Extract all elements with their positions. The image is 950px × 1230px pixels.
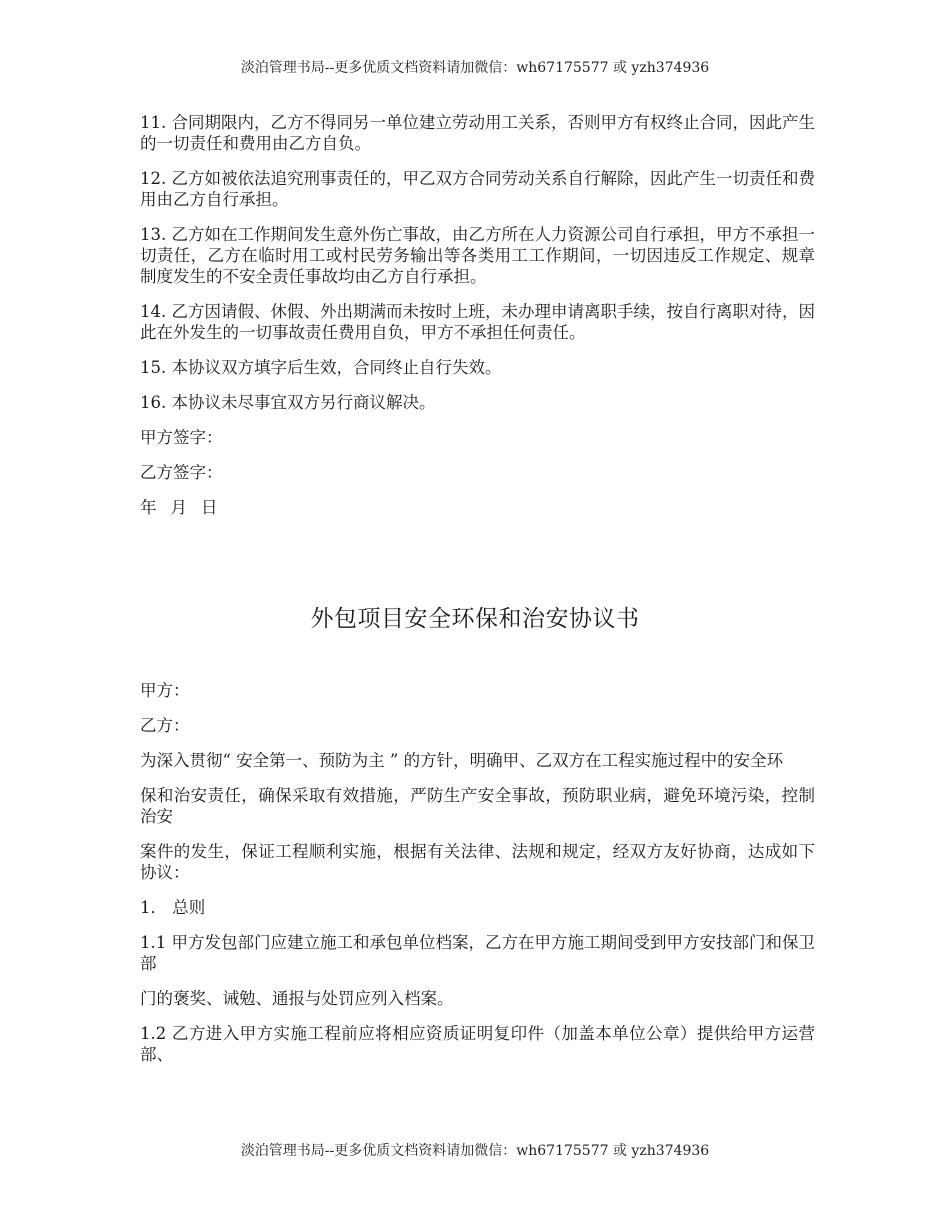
clause-13: 13. 乙方如在工作期间发生意外伤亡事故，由乙方所在人力资源公司自行承担，甲方不承担一切责任，乙方在临时用工或村民劳务输出等各类用工工作期间，一切因违反工作规定、规章制度发生的不安全责任事故均由乙方自行承担。 xyxy=(140,225,815,286)
item-1-1-a: 1.1 甲方发包部门应建立施工和承包单位档案，乙方在甲方施工期间受到甲方安技部门和保卫部 xyxy=(140,933,815,973)
heading-general: 1． 总则 xyxy=(140,898,206,917)
intro-line-2: 保和治安责任，确保采取有效措施，严防生产安全事故，预防职业病，避免环境污染，控制治安 xyxy=(140,786,815,826)
clause-14: 14. 乙方因请假、休假、外出期满而未按时上班，未办理申请离职手续，按自行离职对待，因此在外发生的一切事故责任费用自负，甲方不承担任何责任。 xyxy=(140,302,815,342)
page-header: 淡泊管理书局--更多优质文档资料请加微信：wh67175577 或 yzh374936 xyxy=(240,60,710,76)
date-month: 月 xyxy=(170,498,187,517)
section2-body xyxy=(140,680,815,1079)
item-1-2-a: 1.2 乙方进入甲方实施工程前应将相应资质证明复印件（加盖本单位公章）提供给甲方运营部、 xyxy=(140,1024,815,1064)
date-day: 日 xyxy=(201,498,218,517)
intro-line-1: 为深入贯彻“ 安全第一、预防为主 ” 的方针，明确甲、乙双方在工程实施过程中的安全环 xyxy=(140,751,784,770)
date-year: 年 xyxy=(140,498,157,517)
party-a-label: 甲方： xyxy=(140,681,190,700)
section1-body xyxy=(140,112,815,532)
party-b-label: 乙方： xyxy=(140,716,190,735)
clause-11: 11. 合同期限内，乙方不得同另一单位建立劳动用工关系，否则甲方有权终止合同，因此产生的一切责任和费用由乙方自负。 xyxy=(140,113,815,153)
clause-15: 15. 本协议双方填字后生效，合同终止自行失效。 xyxy=(140,358,502,377)
item-1-1-b: 门的褒奖、诫勉、通报与处罚应列入档案。 xyxy=(140,989,454,1008)
agreement-title: 外包项目安全环保和治安协议书 xyxy=(310,606,640,632)
clause-16: 16. 本协议未尽事宜双方另行商议解决。 xyxy=(140,393,436,412)
intro-line-3: 案件的发生，保证工程顺利实施，根据有关法律、法规和规定，经双方友好协商，达成如下协议： xyxy=(140,842,815,882)
sign-date xyxy=(140,497,815,518)
sign-party-b: 乙方签字： xyxy=(140,463,223,482)
clause-12: 12. 乙方如被依法追究刑事责任的，甲乙双方合同劳动关系自行解除，因此产生一切责任和费用由乙方自行承担。 xyxy=(140,169,815,209)
page-footer: 淡泊管理书局--更多优质文档资料请加微信：wh67175577 或 yzh374936 xyxy=(240,1143,710,1159)
sign-party-a: 甲方签字： xyxy=(140,428,223,447)
